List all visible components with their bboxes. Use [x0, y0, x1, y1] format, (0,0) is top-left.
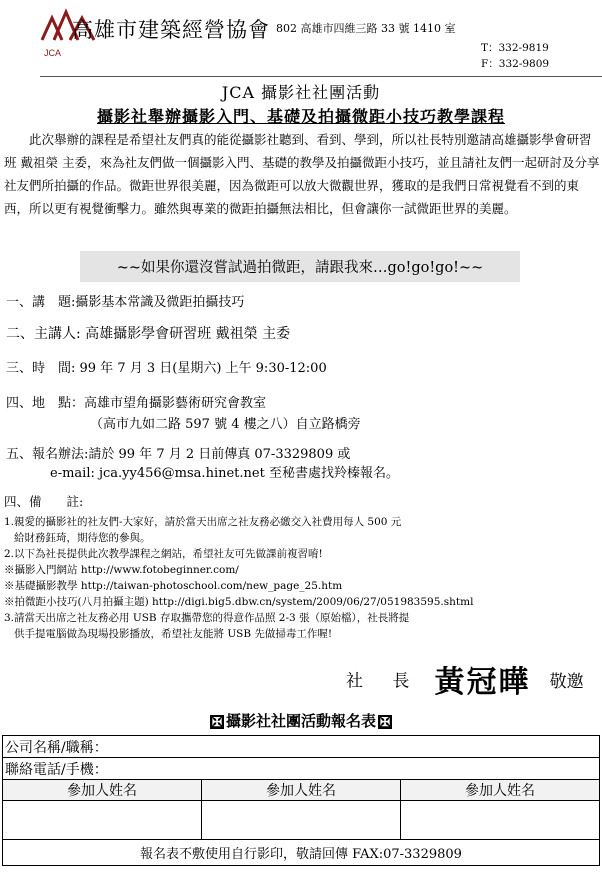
item-signup-line2: e-mail: jca.yy456@msa.hinet.net 至秘書處找羚榛報名。 [50, 466, 399, 481]
registration-form [2, 735, 600, 866]
item-place-line1: 四、地 點：高雄市望角攝影藝術研究會教室 [6, 396, 267, 411]
column-header: 參加人姓名 [201, 780, 400, 801]
form-title-text: 攝影社社團活動報名表 [225, 712, 376, 730]
page-subtitle: 攝影社舉辦攝影入門、基礎及拍攝微距小技巧教學課程 [96, 107, 505, 126]
org-address: 802 高雄市四維三路 33 號 1410 室 [276, 22, 456, 35]
cross-mark-icon: ✠ [211, 715, 223, 729]
column-header: 參加人姓名 [3, 780, 202, 801]
note-link-line: ※拍微距小技巧(八月拍攝主題) http://digi.big5.dbw.cn/system/2009/06/27/051983595.shtml [4, 596, 474, 608]
item-place-line2: （高市九如二路 597 號 4 樓之八）自立路橋旁 [90, 417, 361, 432]
column-header: 參加人姓名 [400, 780, 599, 801]
header-divider [40, 76, 602, 77]
intro-paragraph: 此次舉辦的課程是希望社友們真的能從攝影社聽到、看到、學到，所以社長特別邀請高雄攝影學會研習班 戴祖榮 主委，來為社友們做一個攝影入門、基礎的教學及拍攝微距小技巧，並且請社友們一起研討及分享社友們所拍攝的作品。微距世界很美麗，因為微距可以放大微觀世界，獲取的是我們日常視覺看不到的東西，所以更有視覺衝擊力。雖然與專業的微距拍攝無法相比，但會讓你一試微距世界的美麗。 [4, 132, 600, 216]
participant-name-cell[interactable] [201, 801, 400, 840]
participant-name-cell[interactable] [400, 801, 599, 840]
note-line: 2.以下為社長提供此次教學課程之網站，希望社友可先做課前複習唷! [4, 548, 323, 560]
participant-name-cell[interactable] [3, 801, 202, 840]
org-phone: T：332-9819 [481, 42, 549, 54]
note-line: 3.請當天出席之社友務必用 USB 存取攜帶您的得意作品照 2-3 張（原始檔），社長將提 [4, 612, 410, 624]
org-name: 高雄市建築經營協會 [72, 18, 270, 42]
note-link-line: ※攝影入門網站 http://www.fotobeginner.com/ [4, 564, 239, 576]
company-field[interactable]: 公司名稱/職稱： [3, 736, 600, 758]
notes-heading: 四、備 註: [4, 494, 84, 509]
cross-mark-icon: ✠ [379, 715, 391, 729]
form-title [0, 710, 602, 731]
item-topic: 一、講 題:攝影基本常識及微距拍攝技巧 [6, 295, 245, 310]
signature-block [346, 657, 602, 701]
logo-text: JCA [44, 48, 62, 58]
contact-field[interactable]: 聯絡電話/手機： [3, 758, 600, 780]
note-line: 1.親愛的攝影社的社友們-大家好，請於當天出席之社友務必繳交入社費用每人 500 元 [4, 516, 402, 528]
page-title: JCA 攝影社社團活動 [221, 83, 381, 102]
note-line: 供手提電腦做為現場投影播放，希望社友能將 USB 先做掃毒工作喔! [14, 628, 333, 640]
item-speaker: 二、主講人: 高雄攝影學會研習班 戴祖榮 主委 [6, 326, 291, 342]
item-time: 三、時 間: 99 年 7 月 3 日(星期六) 上午 9:30-12:00 [6, 361, 327, 376]
note-link-line: ※基礎攝影教學 http://taiwan-photoschool.com/new_page_25.htm [4, 580, 343, 592]
slogan-banner: ~~如果你還沒嘗試過拍微距，請跟我來…go!go!go!~~ [80, 251, 520, 282]
signature-closing: 敬邀 [549, 671, 584, 692]
signature-label: 社 長 [346, 671, 422, 692]
note-line: 給財務鈺琦，期待您的參與。 [14, 532, 151, 544]
org-fax: F：332-9809 [481, 58, 550, 70]
signature-name: 黃冠曄 [434, 665, 531, 700]
item-signup-line1: 五、報名辦法:請於 99 年 7 月 2 日前傳真 07-3329809 或 [6, 447, 351, 462]
form-footer-note: 報名表不敷使用自行影印，敬請回傳 FAX:07-3329809 [3, 840, 600, 866]
